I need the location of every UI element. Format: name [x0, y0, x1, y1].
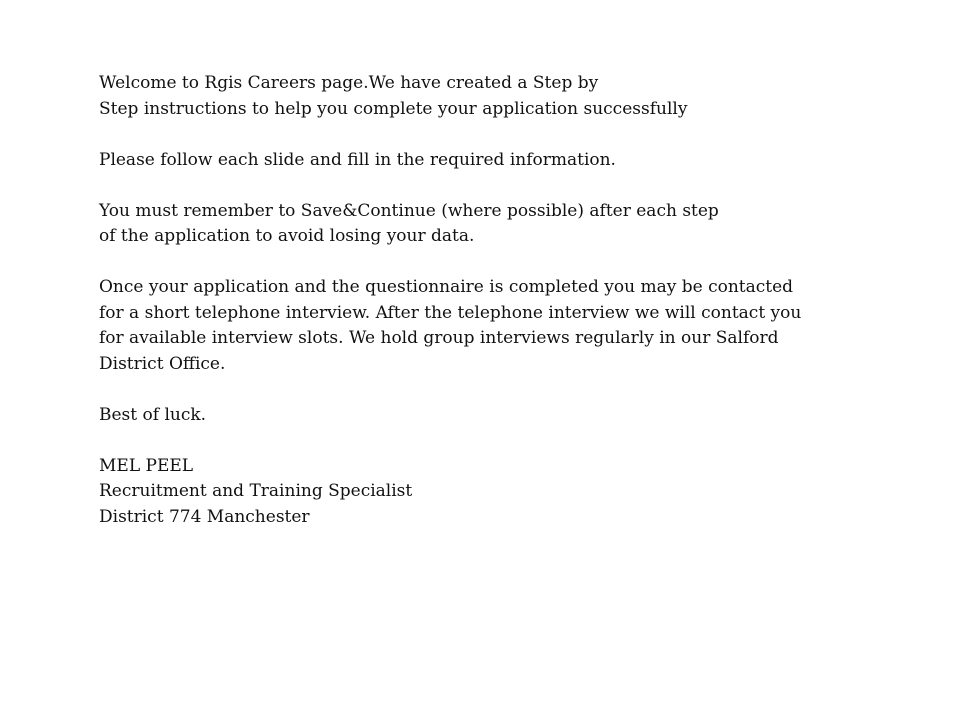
text-line: You must remember to Save&Continue (where possible) after each step: [99, 200, 719, 221]
text-line: Once your application and the questionnaire is completed you may be contacted: [99, 277, 794, 297]
signature-name: MEL PEEL: [99, 455, 194, 476]
text-line: Step instructions to help you complete your application successfully: [99, 98, 688, 119]
text-line: for available interview slots. We hold group interviews regularly in our Salford: [99, 328, 779, 348]
document-body: [99, 71, 899, 530]
text-line: Best of luck.: [99, 404, 207, 425]
interview-paragraph: [99, 275, 899, 377]
welcome-paragraph: [99, 71, 899, 122]
closing-paragraph: [99, 403, 899, 429]
instruction-paragraph: [99, 148, 899, 174]
signature-office: District 774 Manchester: [99, 506, 310, 527]
text-line: for a short telephone interview. After the telephone interview we will contact you: [99, 302, 802, 323]
text-line: Welcome to Rgis Careers page.We have created a Step by: [99, 73, 599, 93]
text-line: of the application to avoid losing your data.: [99, 226, 475, 246]
text-line: Please follow each slide and fill in the required information.: [99, 149, 616, 170]
text-line: District Office.: [99, 353, 226, 374]
signature-title: Recruitment and Training Specialist: [99, 481, 413, 501]
signature-block: [99, 454, 899, 531]
save-reminder-paragraph: [99, 199, 899, 250]
